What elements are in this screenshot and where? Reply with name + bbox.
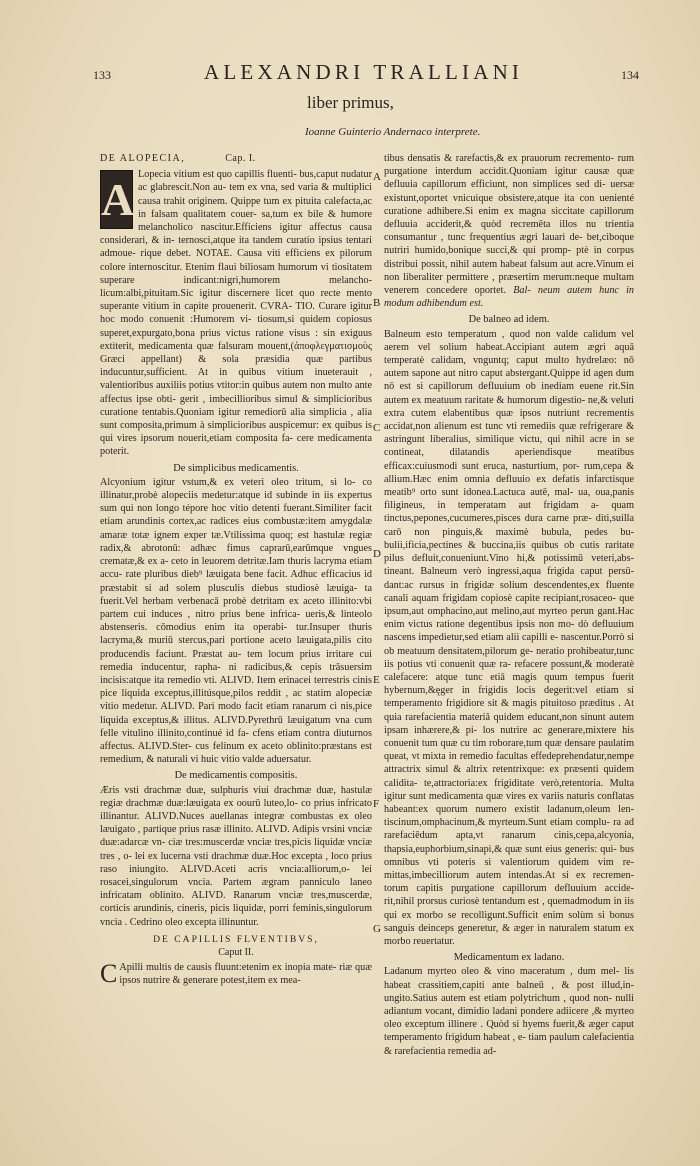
- paragraph-text: tibus densatis & rarefactis,& ex prauorum recremento- rum purgatione interdum accidit.Quoniam igitur causæ quæ defluuia capillorum efficiunt, non simplices sed di- uersæ existunt,oportet vnicuique obsistere,atque ita con uenienté curatione adhibere.Si enim ex magna siccitate capillorum defluuia acciderit,& quòd recremēta illos nu trientia consumantur , tunc frequentius ægri lauari de- bet,ciboque nutriri humido,bonique succi,& qui promp- ptè in corpus distribui possit, nihil autem habeat falsum aut acre.Vinum ei non liberaliter permittere , præsertim merum:neque multam venerem concedere oportet.: [384, 153, 634, 297]
- margin-letter-d: D: [373, 548, 381, 560]
- page-number-left: 133: [93, 68, 111, 82]
- paragraph-text: Lopecia vitium est quo capillis fluenti- bus,caput nudatur ac glabrescit.Non au- tem ex vna, sed varia & multiplici causa trahit originem. Quippe tum ex pituita calefacta,ac in falsam qualitatem couer- sa,tum ex bile & humore melancholico nascitur.Efficiens igitur affectus causa considerari, & in- ternosci,atque ita tandem curatio ipsius tentari admoue- rique debet. NOTAE. Causa viti efficiens ex pilorum colore internoscitur. Etenim flaui biliosam humorum vi tiositatem superare indicant:nigri,humorem melancho- licum:albi,pituitam.Sic igitur discernere licet quo recte mento superante vitium in capite prouenerit. CVRA- TIO. Curare igitur hoc modo conuenit :Humorem vi- tiosum,si quidem copiosus superet,expurgato,bona prius victus ratione visus : sin exiguus extiterit, medicamenta quæ falsuram mouent,(ἀποφλεγματισμοὺς Græci appellant) & sola præsidia quæ partibus inducuntur,sufficient. At in quibus vitium inueterauit , valentioribus auxiliis potius vtitor:in quibus autem non multo ante affectus ipse obti- gerit , imbecillioribus simul & simplicioribus curatione tentabis.Quoniam igitur remediorū alia simplicia , alia sunt composita,primum à simplicioribus auspicemur: ex quibus is qui vires ipsorum nouerit,etiam composita fa- cere medicamenta poterit.: [100, 169, 372, 458]
- book-subtitle: liber primus,: [307, 93, 394, 112]
- margin-letter-e: E: [373, 674, 380, 686]
- section-heading: Medicamentum ex ladano.: [453, 952, 565, 964]
- margin-letter-c: C: [373, 422, 381, 434]
- section-heading: De balneo ad idem.: [468, 314, 550, 326]
- chapter-title-2: DE CAPILLIS FLVENTIBVS,: [153, 933, 319, 945]
- right-column: [384, 152, 634, 1058]
- margin-letter-a: A: [373, 171, 381, 183]
- paragraph-text: Apilli multis de causis fluunt:etenim ex inopia mate- riæ quæ ipsos nutrire & generare potest,item ex mea-: [119, 962, 372, 987]
- section-heading: De medicamentis compositis.: [174, 770, 298, 782]
- paragraph: [100, 168, 372, 458]
- left-column: [100, 152, 372, 988]
- paragraph: [384, 152, 634, 310]
- chapter-number-1: Cap. I.: [225, 153, 256, 164]
- margin-letter-f: F: [373, 798, 380, 810]
- paragraph: Alcyonium igitur vstum,& ex veteri oleo tritum, si lo- co illinatur,probè alopeciis medetur:atque id subinde in iis expertus sum qui non longo tépore hoc vitio detenti fuerant.Similiter facit etiam arundinis cortex,ac radices eius combustæ:item amygdalæ amaræ totæ ignem exper tæ.Vtilissima quoq; est hastulæ regiæ radix,& abrotonū: adhæc fimus caprarū,earūmque vngues crematæ,& ex a- ceto in leuorem detritæ.Iam thuris lacryma etiam accu- rate pluribus dieb⁹ læuigata bene facit. Adhuc efficacius id præstabit si ad solem plusculis diebus studiosè læuiga- ta fuerit.Vel herbam verbenacā probè detritam ex aceto illinito:vbi partem cui induces , nitro prius bene infrica- ueris,& linteolo abstenseris. cōmodius enim ita operabi- tur.Insuper thuris lacryma,& muriū stercus,pari portione aceto læuigata,pilis cito producendis faciunt. Præstat au- tem locum prius irritare cui remedia inducentur, rapha- ni radicibus,& cepis trāsuersim incisis:atque ita remedio vti. ALIVD. Item erinacei terrestris cinis pice liquida exceptus,illitúsque,pilos reddit , ac statim alopeciæ vitio medetur. ALIVD. Pari modo facit etiam ranarum ci nis,pice liquida exceptus,& illitus. ALIVD.Pyrethrū læuigatum vna cum felle vitulino illinito,continué id fa- cfens etiam contra diuturnos affectus. ALIVD.Ster- cus felinum ex aceto oblinito:præstans est remedium, & naturali vi huic vitio valde aduersatur.: [100, 476, 372, 766]
- paragraph: Æris vsti drachmæ duæ, sulphuris viui drachmæ duæ, hastulæ regiæ drachmæ duæ:læuigata ex oourū luteo,lo- co prius infricato illinantur. ALIVD.Nuces auellanas integræ combustas ex oleo læuigato , partique prius rasæ illinito. ALIVD. Adipis vrsini vnciæ duæ:adarcæ vn- ciæ tres:muscerdæ vnciæ tres,picis liquidæ vnciæ tres , o- lei ex lucerna vsti drachmæ duæ.Hoc excepta , loco prius raso iniungito. ALIVD.Aceti acris vncia:alliorum,o- lei rosacei,singulorum vncia. Partem ægram panniculo laneo infricatam oblinito. ALIVD. Ranarum vnciæ tres,muscerdæ, corticis arundinis, cineris, picis liquidæ, porri feminis,singulorum vncia . Cedrino oleo excepta illinuntur.: [100, 784, 372, 928]
- paragraph: Ladanum myrteo oleo & vino maceratum , dum mel- lis habeat crassitiem,capiti ante balneū , & post illud,in- ungito.Satius autem est etiam polytrichum , quod non- nulli adiantum vocant, dimidio ladani pondere adiicere ,& myrteo oleo exceptum illinere . Quòd si hyems fuerit,& æger caput temperamento frigidum habeat , e- tiam paulum calefacientia & rarefacientia remedia ad-: [384, 966, 634, 1057]
- italic-note: Bal- neum autem hunc in modum adhibendum est.: [384, 285, 635, 310]
- chapter-title-1: DE ALOPECIA,: [100, 153, 186, 164]
- paragraph: [100, 961, 372, 987]
- section-heading: De simplicibus medicamentis.: [173, 462, 299, 474]
- decorated-initial: A: [100, 170, 133, 229]
- running-title: ALEXANDRI TRALLIANI: [204, 60, 524, 84]
- translator-line: Ioanne Guinterio Andernaco interprete.: [305, 126, 481, 138]
- paragraph: Balneum esto temperatum , quod non valde calidum vel aerem vel solium habeat.Accipiant autem ægri aquā temperatè calidam, vnguntq; caput multo hydrelæo: nō autem sapone aut nitro caput abstergant.Quippe id agen dum nō est si capillorum defluuium ob inediam euene rit.Sin autem ex meatuum raritate & humorum digestio- ne,& veluti extra cutem elabentibus quæ ipsos nutriunt recrementis accidat,non alienum est tunc vti remediis quæ refrigerare & astringunt liberalius, similique victu, qui nihil acre in se contineat, dilatandis aperiendisque meatibus efficax:cuiusmodi sunt eruca, nasturtium, por- rum,cepa & allium.Hæc enim omnia defluuio ex defatis infarctisque meatib⁹ orto sunt idonea.Lactuca autē, mal- ua, oua,panis filigineus, in temperatam aut frigidam a- quam tinctus,pepones,cucumeres,pisces dura carne præ- diti,suilla carō non pinguis,& maximè bubula, pedes bu- bulii,ificia,pectines & buccina,iis quibus ob cutis raritate pilus defluit,conueniunt.Vino hi,& potissimū veteri,abs- tineant. Balneum verò ingressi,aqua frigida caput persū- dant:ac rursus in frigidæ solium descendentes,ex fluente canali aquam frigidam copiosè capite recipiant,rosaceo- que ipsum,aut omphacino,aut melino,aut myrteo perun gant.Hac enim victus ratione degentibus ipsis non mo- dò defluuium nascens impedietur,sed etiam alii capilli e- nascentur.Porrò si ob meatuum densitatem,pilorum ge- neratio prohibeatur,tunc iis potius vti conuenit quæ ra- refacere possunt,& moderatè calefacere: atque tunc etiā magis quum tempus fuerit hybernum,&ęger in frigidis locis degerit:vel etiam si temperamento frigidiore sit & magis pituitoso præditus . At quia rarefacientia materiā quidem educant,non sinunt autem ipsam inhærere,& pi- los nutrire ac generare,mixtere his conuenit tum quæ cu tim roborare,tum quæ densare paulatim queat, vt mixta in remedio facultas effedeprehendatur,nempe attractrix simul & altrix retentrixque: ex præsenti quidem calidita- te,attractoria:ex frigiditate verò,retentoria. Multa igitur sunt medicamenta quæ vires ex variis naturis conflatas habeant:ex quorum numero existit ladanum,oleum len- tiscinum,omphacinum,& myrteum.Sunt etiam complu- ra ad rarefaciēdum apta,vt ranarum cinis,cepa,alcyonia, thapsia,euphorbium,sinapi,& quæ sunt eius generis: qui- bus omnibus vti poteris si valentiorum quidem vim re- mittas,imbecilliorum autem intendas.At si ex recremen- torum capitis purgatione capillorum defluuium accide- rit,nihil prorsus curiosè tentandum est , quemadmodum in iis qui ex morbo se recolligunt.Sufficit enim solùm si bonus sanguis deinceps generetur, & æger in naturalem statum ex morbo reuertatur.: [384, 328, 634, 947]
- page-number-right: 134: [621, 68, 639, 82]
- margin-letter-g: G: [373, 923, 381, 935]
- chapter-heading-1: [100, 152, 372, 165]
- initial-letter: C: [100, 959, 118, 989]
- chapter-number-2: Caput II.: [218, 946, 254, 958]
- margin-letter-b: B: [373, 297, 381, 309]
